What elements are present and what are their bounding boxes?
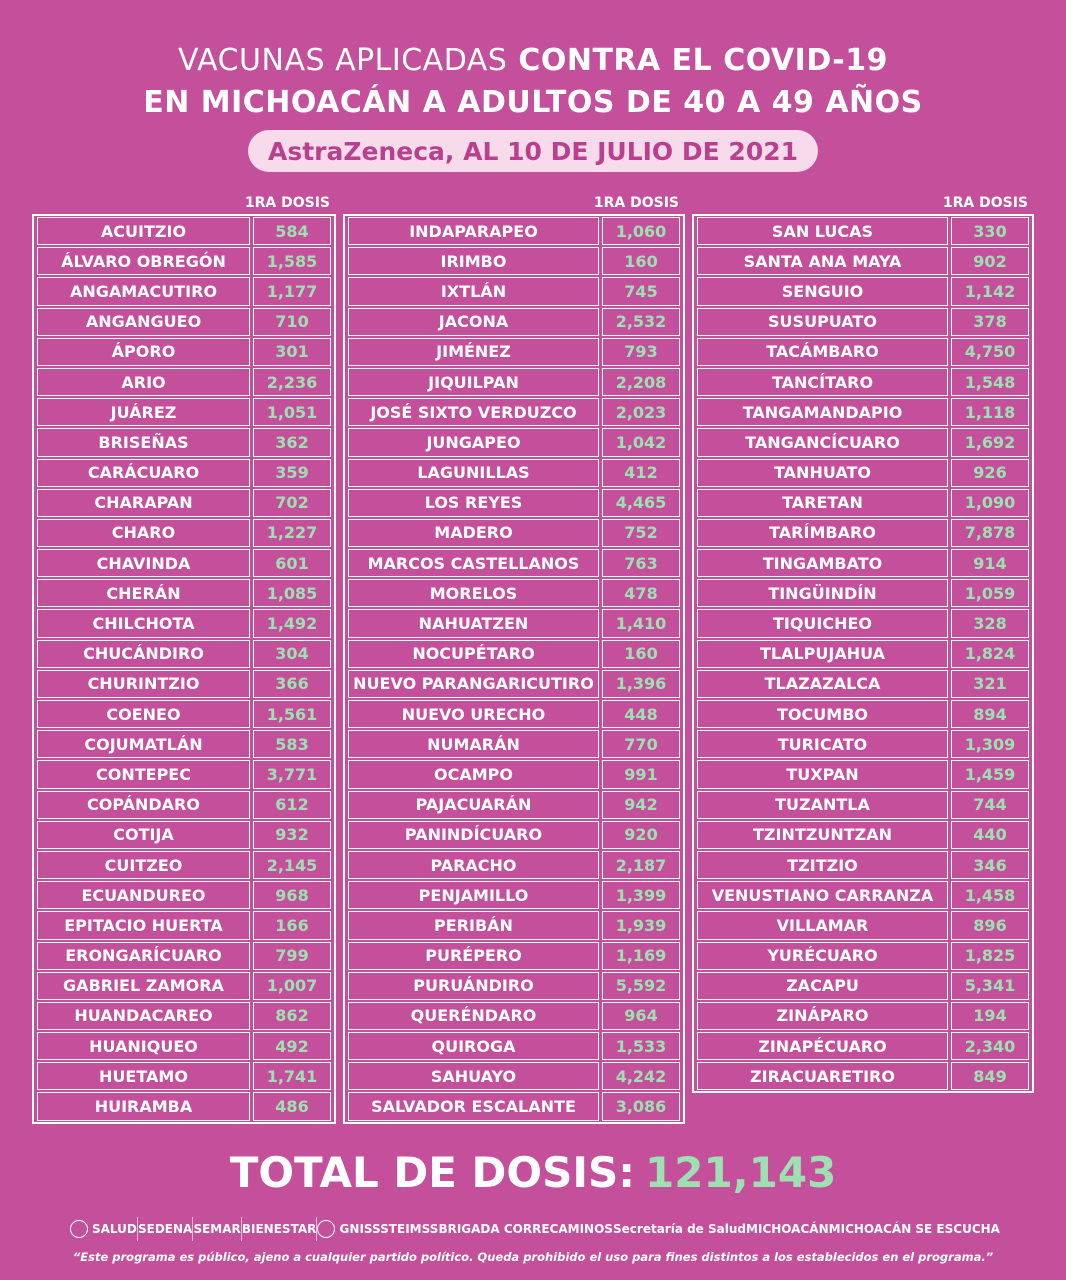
table-row — [37, 942, 331, 970]
first-dose-count: 1,227 — [253, 519, 331, 547]
first-dose-count: 5,592 — [602, 972, 680, 1000]
first-dose-count: 4,750 — [951, 338, 1029, 366]
logo-secretaria-salud: Secretaría de Salud — [613, 1222, 746, 1236]
table-row — [348, 730, 680, 758]
first-dose-count: 991 — [602, 760, 680, 788]
municipality-name: CHILCHOTA — [37, 609, 250, 637]
municipality-name: CONTEPEC — [37, 760, 250, 788]
municipality-table — [343, 214, 685, 1124]
first-dose-count: 412 — [602, 459, 680, 487]
first-dose-count: 849 — [951, 1062, 1029, 1090]
table-row — [697, 609, 1029, 637]
table-row — [348, 821, 680, 849]
table-row — [697, 881, 1029, 909]
table-row — [37, 579, 331, 607]
first-dose-count: 4,242 — [602, 1062, 680, 1090]
municipality-name: TLALPUJAHUA — [697, 640, 948, 668]
municipality-name: LOS REYES — [348, 489, 599, 517]
first-dose-count: 1,007 — [253, 972, 331, 1000]
municipality-name: TUXPAN — [697, 760, 948, 788]
table-row — [697, 277, 1029, 305]
logo-semar: SEMAR — [193, 1222, 241, 1236]
first-dose-count: 1,085 — [253, 579, 331, 607]
municipality-name: PARACHO — [348, 851, 599, 879]
table-row — [348, 760, 680, 788]
first-dose-count: 926 — [951, 459, 1029, 487]
table-row — [348, 1002, 680, 1030]
first-dose-count: 1,824 — [951, 640, 1029, 668]
first-dose-count: 2,340 — [951, 1032, 1029, 1060]
table-row — [697, 730, 1029, 758]
municipality-name: MADERO — [348, 519, 599, 547]
first-dose-count: 894 — [951, 700, 1029, 728]
table-row — [697, 791, 1029, 819]
first-dose-count: 914 — [951, 549, 1029, 577]
table-row — [348, 670, 680, 698]
first-dose-count: 7,878 — [951, 519, 1029, 547]
first-dose-count: 1,060 — [602, 217, 680, 245]
first-dose-count: 321 — [951, 670, 1029, 698]
first-dose-count: 1,585 — [253, 247, 331, 275]
first-dose-count: 328 — [951, 609, 1029, 637]
table-row — [348, 881, 680, 909]
municipality-name: TIQUICHEO — [697, 609, 948, 637]
table-row — [348, 428, 680, 456]
table-row — [37, 489, 331, 517]
logo-michoacan-se-escucha: MICHOACÁN SE ESCUCHA — [828, 1222, 1000, 1236]
municipality-name: TOCUMBO — [697, 700, 948, 728]
subtitle-badge: AstraZeneca, AL 10 DE JULIO DE 2021 — [248, 130, 818, 172]
disclaimer-text: “Este programa es público, ajeno a cualquier partido político. Queda prohibido el uso para fines distintos a los establecidos en el programa.” — [72, 1250, 994, 1264]
first-dose-count: 478 — [602, 579, 680, 607]
municipality-name: HUIRAMBA — [37, 1092, 250, 1120]
first-dose-count: 763 — [602, 549, 680, 577]
first-dose-count: 1,118 — [951, 398, 1029, 426]
first-dose-count: 1,399 — [602, 881, 680, 909]
logo-gn: GN — [317, 1220, 359, 1238]
first-dose-count: 3,771 — [253, 760, 331, 788]
municipality-name: TANGANCÍCUARO — [697, 428, 948, 456]
first-dose-count: 1,825 — [951, 942, 1029, 970]
first-dose-count: 601 — [253, 549, 331, 577]
page-title-line-1 — [0, 40, 1066, 82]
municipality-name: TANCÍTARO — [697, 368, 948, 396]
seal-icon — [70, 1220, 88, 1238]
table-row — [348, 1062, 680, 1090]
municipality-name: CUITZEO — [37, 851, 250, 879]
municipality-name: SENGUIO — [697, 277, 948, 305]
table-row — [37, 368, 331, 396]
first-dose-count: 492 — [253, 1032, 331, 1060]
municipality-name: TLAZAZALCA — [697, 670, 948, 698]
municipality-name: BRISEÑAS — [37, 428, 250, 456]
table-row — [37, 640, 331, 668]
table-row — [37, 821, 331, 849]
municipality-name: SUSUPUATO — [697, 308, 948, 336]
first-dose-count: 330 — [951, 217, 1029, 245]
title-light-part: VACUNAS APLICADAS — [178, 43, 508, 78]
table-row — [37, 247, 331, 275]
table-row — [348, 640, 680, 668]
first-dose-count: 920 — [602, 821, 680, 849]
table-row — [348, 700, 680, 728]
first-dose-count: 744 — [951, 791, 1029, 819]
first-dose-count: 1,492 — [253, 609, 331, 637]
municipality-name: SANTA ANA MAYA — [697, 247, 948, 275]
table-row — [697, 821, 1029, 849]
first-dose-count: 440 — [951, 821, 1029, 849]
municipality-name: EPITACIO HUERTA — [37, 911, 250, 939]
first-dose-count: 5,341 — [951, 972, 1029, 1000]
first-dose-count: 902 — [951, 247, 1029, 275]
first-dose-count: 583 — [253, 730, 331, 758]
table-row — [37, 1062, 331, 1090]
first-dose-count: 2,145 — [253, 851, 331, 879]
first-dose-count: 1,548 — [951, 368, 1029, 396]
first-dose-count: 366 — [253, 670, 331, 698]
first-dose-count: 1,939 — [602, 911, 680, 939]
first-dose-count: 612 — [253, 791, 331, 819]
table-row — [348, 217, 680, 245]
first-dose-count: 2,023 — [602, 398, 680, 426]
municipality-name: NUEVO URECHO — [348, 700, 599, 728]
table-row — [37, 851, 331, 879]
municipality-name: ZINÁPARO — [697, 1002, 948, 1030]
table-row — [348, 489, 680, 517]
first-dose-count: 896 — [951, 911, 1029, 939]
table-row — [697, 942, 1029, 970]
first-dose-count: 2,532 — [602, 308, 680, 336]
table-row — [348, 398, 680, 426]
first-dose-count: 2,236 — [253, 368, 331, 396]
table-row — [697, 428, 1029, 456]
municipality-name: ANGAMACUTIRO — [37, 277, 250, 305]
table-row — [37, 972, 331, 1000]
municipality-name: JIMÉNEZ — [348, 338, 599, 366]
municipality-name: JUNGAPEO — [348, 428, 599, 456]
table-row — [348, 609, 680, 637]
first-dose-count: 1,396 — [602, 670, 680, 698]
first-dose-count: 932 — [253, 821, 331, 849]
first-dose-count: 968 — [253, 881, 331, 909]
municipality-name: ZIRACUARETIRO — [697, 1062, 948, 1090]
first-dose-count: 584 — [253, 217, 331, 245]
table-row — [348, 549, 680, 577]
table-row — [37, 1002, 331, 1030]
table-row — [37, 791, 331, 819]
logo-brigada-correcaminos: BRIGADA CORRECAMINOS — [438, 1222, 613, 1236]
first-dose-count: 702 — [253, 489, 331, 517]
table-row — [697, 519, 1029, 547]
logo-issste: ISSSTE — [359, 1222, 406, 1236]
table-row — [697, 489, 1029, 517]
table-row — [697, 247, 1029, 275]
logo-michoacan: MICHOACÁN — [746, 1222, 829, 1236]
table-row — [697, 700, 1029, 728]
table-row — [37, 670, 331, 698]
municipality-name: NAHUATZEN — [348, 609, 599, 637]
municipality-name: GABRIEL ZAMORA — [37, 972, 250, 1000]
first-dose-count: 304 — [253, 640, 331, 668]
first-dose-count: 799 — [253, 942, 331, 970]
first-dose-count: 1,042 — [602, 428, 680, 456]
first-dose-count: 160 — [602, 247, 680, 275]
table-column-2 — [343, 192, 685, 1124]
first-dose-count: 359 — [253, 459, 331, 487]
title-bold-part: CONTRA EL COVID-19 — [518, 43, 888, 78]
first-dose-count: 3,086 — [602, 1092, 680, 1120]
municipality-name: TZITZIO — [697, 851, 948, 879]
municipality-name: MORELOS — [348, 579, 599, 607]
municipality-table — [32, 214, 336, 1124]
first-dose-count: 942 — [602, 791, 680, 819]
table-row — [348, 1092, 680, 1120]
municipality-name: COENEO — [37, 700, 250, 728]
column-header: 1RA DOSIS — [244, 195, 330, 211]
municipality-name: NOCUPÉTARO — [348, 640, 599, 668]
municipality-name: COTIJA — [37, 821, 250, 849]
municipality-name: TACÁMBARO — [697, 338, 948, 366]
first-dose-count: 2,208 — [602, 368, 680, 396]
table-row — [37, 700, 331, 728]
table-row — [697, 308, 1029, 336]
first-dose-count: 378 — [951, 308, 1029, 336]
table-row — [697, 1002, 1029, 1030]
first-dose-count: 194 — [951, 1002, 1029, 1030]
municipality-name: TZINTZUNTZAN — [697, 821, 948, 849]
table-row — [37, 519, 331, 547]
municipality-name: NUMARÁN — [348, 730, 599, 758]
table-row — [697, 579, 1029, 607]
table-row — [697, 368, 1029, 396]
total-doses — [0, 1148, 1066, 1197]
table-row — [37, 760, 331, 788]
table-row — [37, 308, 331, 336]
municipality-name: CHERÁN — [37, 579, 250, 607]
first-dose-count: 2,187 — [602, 851, 680, 879]
municipality-name: IXTLÁN — [348, 277, 599, 305]
table-row — [37, 911, 331, 939]
first-dose-count: 1,741 — [253, 1062, 331, 1090]
logo-bienestar: BIENESTAR — [241, 1222, 317, 1236]
table-row — [37, 459, 331, 487]
municipality-name: COJUMATLÁN — [37, 730, 250, 758]
logo-sedena: SEDENA — [137, 1222, 193, 1236]
municipality-name: NUEVO PARANGARICUTIRO — [348, 670, 599, 698]
table-row — [697, 459, 1029, 487]
table-column-1 — [32, 192, 336, 1124]
first-dose-count: 1,692 — [951, 428, 1029, 456]
municipality-name: PURUÁNDIRO — [348, 972, 599, 1000]
table-row — [697, 670, 1029, 698]
municipality-name: CARÁCUARO — [37, 459, 250, 487]
municipality-name: TINGAMBATO — [697, 549, 948, 577]
municipality-name: QUERÉNDARO — [348, 1002, 599, 1030]
municipality-name: TANHUATO — [697, 459, 948, 487]
municipality-name: PANINDÍCUARO — [348, 821, 599, 849]
table-row — [348, 791, 680, 819]
table-row — [37, 217, 331, 245]
table-row — [37, 428, 331, 456]
municipality-name: CHARO — [37, 519, 250, 547]
first-dose-count: 1,533 — [602, 1032, 680, 1060]
table-row — [697, 911, 1029, 939]
table-row — [348, 338, 680, 366]
municipality-name: QUIROGA — [348, 1032, 599, 1060]
first-dose-count: 1,309 — [951, 730, 1029, 758]
municipality-name: SALVADOR ESCALANTE — [348, 1092, 599, 1120]
municipality-name: JACONA — [348, 308, 599, 336]
municipality-name: ZACAPU — [697, 972, 948, 1000]
municipality-name: HUETAMO — [37, 1062, 250, 1090]
municipality-name: ANGANGUEO — [37, 308, 250, 336]
column-header: 1RA DOSIS — [593, 195, 679, 211]
table-row — [37, 881, 331, 909]
first-dose-count: 362 — [253, 428, 331, 456]
municipality-name: VILLAMAR — [697, 911, 948, 939]
table-row — [348, 277, 680, 305]
table-row — [37, 609, 331, 637]
municipality-name: PAJACUARÁN — [348, 791, 599, 819]
table-row — [697, 398, 1029, 426]
logo-salud: SALUD — [70, 1220, 137, 1238]
table-row — [37, 730, 331, 758]
municipality-name: PURÉPERO — [348, 942, 599, 970]
table-row — [37, 1032, 331, 1060]
municipality-name: ÁLVARO OBREGÓN — [37, 247, 250, 275]
municipality-name: TUZANTLA — [697, 791, 948, 819]
municipality-name: HUANDACAREO — [37, 1002, 250, 1030]
column-header: 1RA DOSIS — [942, 195, 1028, 211]
first-dose-count: 166 — [253, 911, 331, 939]
table-row — [348, 308, 680, 336]
table-row — [697, 217, 1029, 245]
municipality-name: TANGAMANDAPIO — [697, 398, 948, 426]
municipality-name: SAN LUCAS — [697, 217, 948, 245]
table-row — [37, 549, 331, 577]
municipality-name: ACUITZIO — [37, 217, 250, 245]
municipality-name: VENUSTIANO CARRANZA — [697, 881, 948, 909]
first-dose-count: 1,561 — [253, 700, 331, 728]
table-row — [697, 1062, 1029, 1090]
first-dose-count: 160 — [602, 640, 680, 668]
table-row — [348, 1032, 680, 1060]
municipality-name: TARETAN — [697, 489, 948, 517]
municipality-name: CHURINTZIO — [37, 670, 250, 698]
municipality-name: IRIMBO — [348, 247, 599, 275]
first-dose-count: 1,169 — [602, 942, 680, 970]
municipality-name: ECUANDUREO — [37, 881, 250, 909]
table-column-3 — [692, 192, 1034, 1093]
first-dose-count: 448 — [602, 700, 680, 728]
municipality-name: TINGÜINDÍN — [697, 579, 948, 607]
table-row — [348, 972, 680, 1000]
first-dose-count: 1,177 — [253, 277, 331, 305]
first-dose-count: 301 — [253, 338, 331, 366]
logo-imss: IMSS — [405, 1222, 439, 1236]
municipality-name: ÁPORO — [37, 338, 250, 366]
municipality-name: JIQUILPAN — [348, 368, 599, 396]
first-dose-count: 770 — [602, 730, 680, 758]
municipality-name: PERIBÁN — [348, 911, 599, 939]
first-dose-count: 793 — [602, 338, 680, 366]
first-dose-count: 710 — [253, 308, 331, 336]
municipality-name: COPÁNDARO — [37, 791, 250, 819]
table-row — [348, 911, 680, 939]
table-row — [697, 1032, 1029, 1060]
municipality-name: YURÉCUARO — [697, 942, 948, 970]
municipality-name: INDAPARAPEO — [348, 217, 599, 245]
municipality-name: TARÍMBARO — [697, 519, 948, 547]
municipality-name: OCAMPO — [348, 760, 599, 788]
sponsor-logos — [70, 1214, 1000, 1244]
first-dose-count: 346 — [951, 851, 1029, 879]
table-row — [37, 398, 331, 426]
first-dose-count: 1,142 — [951, 277, 1029, 305]
municipality-name: CHARAPAN — [37, 489, 250, 517]
first-dose-count: 486 — [253, 1092, 331, 1120]
municipality-name: ZINAPÉCUARO — [697, 1032, 948, 1060]
first-dose-count: 862 — [253, 1002, 331, 1030]
municipality-name: JOSÉ SIXTO VERDUZCO — [348, 398, 599, 426]
first-dose-count: 4,465 — [602, 489, 680, 517]
municipality-name: ERONGARÍCUARO — [37, 942, 250, 970]
table-row — [37, 277, 331, 305]
table-row — [697, 338, 1029, 366]
first-dose-count: 745 — [602, 277, 680, 305]
seal-icon — [317, 1220, 335, 1238]
table-row — [348, 851, 680, 879]
municipality-name: LAGUNILLAS — [348, 459, 599, 487]
first-dose-count: 752 — [602, 519, 680, 547]
table-row — [697, 851, 1029, 879]
table-row — [348, 247, 680, 275]
first-dose-count: 1,051 — [253, 398, 331, 426]
table-row — [348, 579, 680, 607]
municipality-name: TURICATO — [697, 730, 948, 758]
municipality-name: PENJAMILLO — [348, 881, 599, 909]
table-row — [697, 640, 1029, 668]
municipality-name: ARIO — [37, 368, 250, 396]
municipality-name: HUANIQUEO — [37, 1032, 250, 1060]
table-row — [697, 549, 1029, 577]
first-dose-count: 1,459 — [951, 760, 1029, 788]
municipality-name: SAHUAYO — [348, 1062, 599, 1090]
table-row — [348, 368, 680, 396]
table-row — [348, 519, 680, 547]
municipality-name: CHAVINDA — [37, 549, 250, 577]
table-row — [697, 760, 1029, 788]
table-row — [37, 1092, 331, 1120]
table-row — [348, 459, 680, 487]
municipality-name: JUÁREZ — [37, 398, 250, 426]
table-row — [37, 338, 331, 366]
table-row — [348, 942, 680, 970]
first-dose-count: 964 — [602, 1002, 680, 1030]
first-dose-count: 1,059 — [951, 579, 1029, 607]
municipality-table — [692, 214, 1034, 1093]
page-title-line-2: EN MICHOACÁN A ADULTOS DE 40 A 49 AÑOS — [143, 85, 923, 120]
first-dose-count: 1,090 — [951, 489, 1029, 517]
municipality-name: CHUCÁNDIRO — [37, 640, 250, 668]
first-dose-count: 1,410 — [602, 609, 680, 637]
table-row — [697, 972, 1029, 1000]
municipality-name: MARCOS CASTELLANOS — [348, 549, 599, 577]
total-label: TOTAL DE DOSIS: — [229, 1148, 635, 1197]
first-dose-count: 1,458 — [951, 881, 1029, 909]
total-value: 121,143 — [645, 1148, 837, 1197]
